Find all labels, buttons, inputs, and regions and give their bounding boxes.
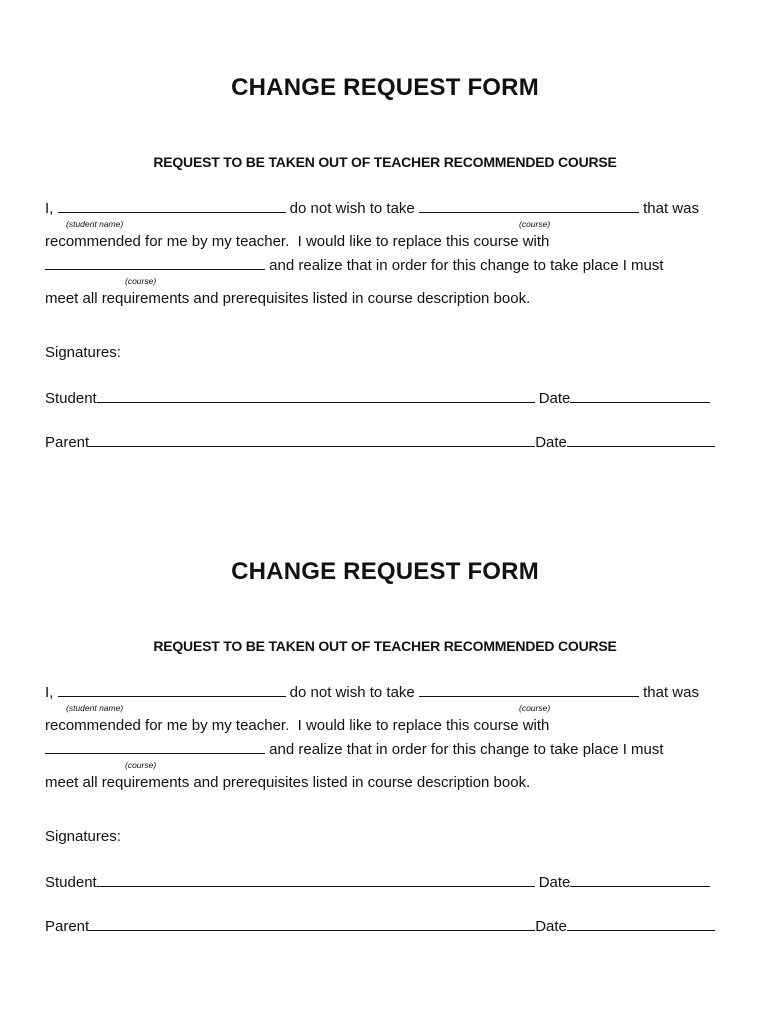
date-label: Date [535,918,567,935]
student-label: Student [45,390,97,407]
statement-line-3 [45,255,664,274]
suffix-text: that was [638,684,699,701]
parent-date-field[interactable] [567,916,715,931]
change-request-form-2 [0,484,770,964]
statement-line-2: recommended for me by my teacher. I would like to replace this course with [45,717,550,734]
student-signature-field[interactable] [97,388,535,403]
parent-label: Parent [45,434,90,451]
parent-signature-field[interactable] [89,432,535,447]
line3-text: and realize that in order for this change to take place I must [265,741,664,758]
middle-text: do not wish to take [285,684,419,701]
suffix-text: that was [638,200,699,217]
statement-line-1 [45,682,699,701]
parent-date-field[interactable] [567,432,715,447]
statement-line-4: meet all requirements and prerequisites listed in course description book. [45,290,531,307]
course-caption: (course) [519,219,551,229]
student-name-field[interactable] [58,682,286,697]
date-label: Date [538,390,571,407]
signatures-label: Signatures: [45,344,121,361]
student-name-caption: (student name) [66,703,124,713]
replacement-course-caption: (course) [125,276,157,286]
parent-signature-row [45,432,715,451]
course-field[interactable] [419,198,639,213]
course-caption: (course) [519,703,551,713]
replacement-course-caption: (course) [125,760,157,770]
parent-signature-row [45,916,715,935]
student-label: Student [45,874,97,891]
form-title: CHANGE REQUEST FORM [231,558,539,585]
line3-text: and realize that in order for this change to take place I must [265,257,664,274]
statement-line-2: recommended for me by my teacher. I would like to replace this course with [45,233,550,250]
statement-line-3 [45,739,664,758]
parent-label: Parent [45,918,90,935]
student-name-caption: (student name) [66,219,124,229]
form-subtitle: REQUEST TO BE TAKEN OUT OF TEACHER RECOMMENDED COURSE [153,638,617,654]
prefix-text: I, [45,684,58,701]
change-request-form-1 [0,0,770,480]
replacement-course-field[interactable] [45,255,265,270]
date-label: Date [538,874,571,891]
student-signature-row [45,872,710,891]
middle-text: do not wish to take [285,200,419,217]
replacement-course-field[interactable] [45,739,265,754]
student-signature-field[interactable] [97,872,535,887]
statement-line-4: meet all requirements and prerequisites listed in course description book. [45,774,531,791]
student-signature-row [45,388,710,407]
date-label: Date [535,434,567,451]
student-name-field[interactable] [58,198,286,213]
course-field[interactable] [419,682,639,697]
statement-line-1 [45,198,699,217]
student-date-field[interactable] [570,872,710,887]
student-date-field[interactable] [570,388,710,403]
prefix-text: I, [45,200,58,217]
form-subtitle: REQUEST TO BE TAKEN OUT OF TEACHER RECOMMENDED COURSE [153,154,617,170]
signatures-label: Signatures: [45,828,121,845]
parent-signature-field[interactable] [89,916,535,931]
form-title: CHANGE REQUEST FORM [231,74,539,101]
